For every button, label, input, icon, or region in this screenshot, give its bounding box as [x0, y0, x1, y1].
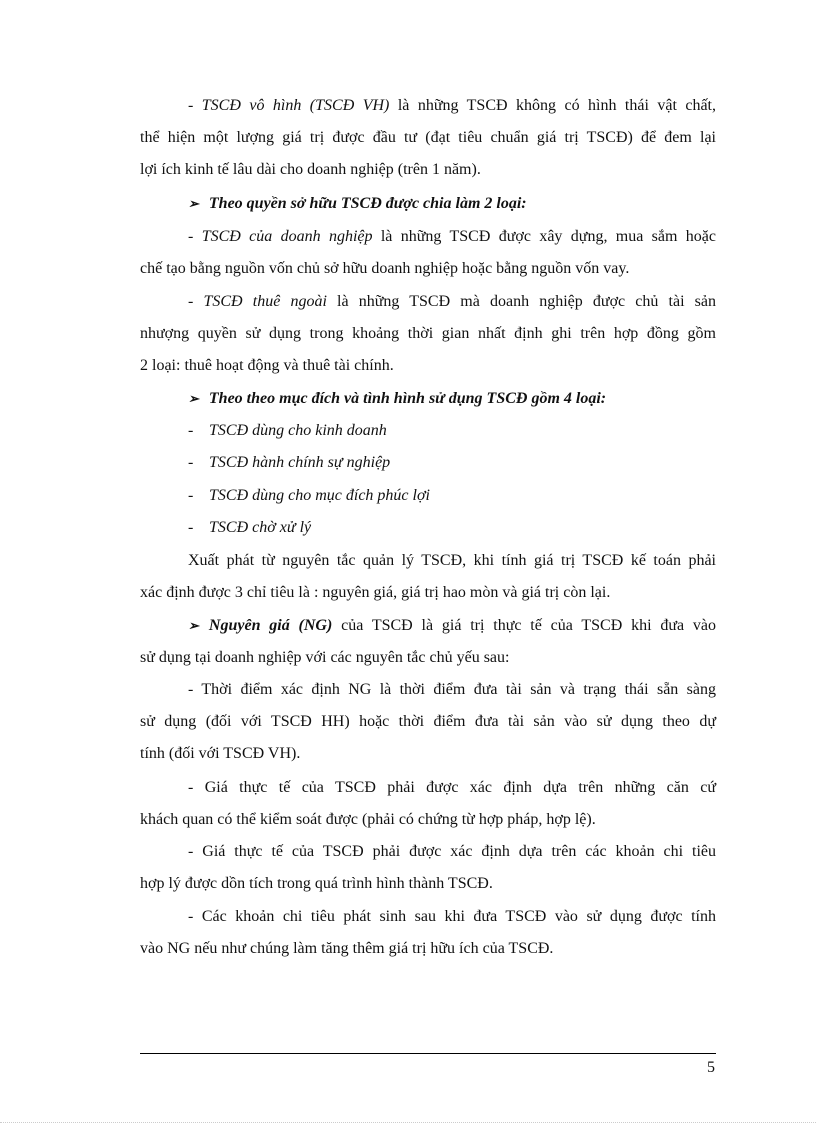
arrow-bullet-icon: ➢: [188, 391, 199, 406]
section-heading-purpose: [188, 389, 606, 409]
arrow-bullet-icon: ➢: [188, 196, 199, 211]
dash: -: [188, 519, 194, 536]
dash: -: [188, 454, 194, 471]
term-original-cost: Nguyên giá (NG): [208, 617, 333, 634]
para6-line2: sử dụng (đối với TSCĐ HH) hoặc thời điểm đưa tài sản vào sử dụng theo dự: [140, 713, 716, 730]
para1-text: là những TSCĐ không có hình thái vật chất,: [389, 97, 717, 114]
dash: -: [188, 228, 202, 245]
dash: -: [188, 293, 204, 310]
list-item-text: TSCĐ chờ xử lý: [209, 519, 312, 536]
para1-line3: lợi ích kinh tế lâu dài cho doanh nghiệp (trên 1 năm).: [140, 161, 481, 178]
list-item-text: TSCĐ hành chính sự nghiệp: [209, 454, 391, 471]
section-heading-ownership: [188, 194, 527, 214]
heading-text: Theo theo mục đích và tình hình sử dụng TSCĐ gồm 4 loại:: [208, 390, 607, 407]
para6-line1: - Thời điểm xác định NG là thời điểm đưa tài sản và trạng thái sẵn sàng: [188, 681, 716, 698]
para7-line2: khách quan có thể kiểm soát được (phải có chứng từ hợp pháp, hợp lệ).: [140, 811, 596, 828]
para3-line3: 2 loại: thuê hoạt động và thuê tài chính.: [140, 357, 394, 374]
para5-text: của TSCĐ là giá trị thực tế của TSCĐ khi đưa vào: [332, 617, 717, 634]
para1-line1: [188, 96, 716, 116]
para3-text: là những TSCĐ mà doanh nghiệp được chủ tài sản: [326, 293, 717, 310]
para2-text: là những TSCĐ được xây dựng, mua sắm hoặc: [372, 228, 717, 245]
term-owned-assets: TSCĐ của doanh nghiệp: [201, 228, 373, 245]
list-item-text: TSCĐ dùng cho mục đích phúc lợi: [209, 487, 430, 504]
para5-line2: sử dụng tại doanh nghiệp với các nguyên tắc chủ yếu sau:: [140, 649, 510, 666]
para8-line1: - Giá thực tế của TSCĐ phải được xác định dựa trên các khoản chi tiêu: [188, 843, 716, 860]
heading-text: Theo quyền sở hữu TSCĐ được chia làm 2 loại:: [208, 195, 527, 212]
para6-line3: tính (đối với TSCĐ VH).: [140, 745, 301, 762]
list-item: [188, 421, 387, 441]
dash: -: [188, 487, 194, 504]
para9-line2: vào NG nếu như chúng làm tăng thêm giá trị hữu ích của TSCĐ.: [140, 940, 554, 957]
list-item: [188, 518, 311, 538]
para4-line1: Xuất phát từ nguyên tắc quản lý TSCĐ, khi tính giá trị TSCĐ kế toán phải: [188, 552, 716, 569]
para8-line2: hợp lý được dồn tích trong quá trình hình thành TSCĐ.: [140, 875, 493, 892]
list-item: [188, 453, 390, 473]
dash: -: [188, 97, 202, 114]
para2-line2: chế tạo bằng nguồn vốn chủ sở hữu doanh nghiệp hoặc bằng nguồn vốn vay.: [140, 260, 630, 277]
arrow-bullet-icon: ➢: [188, 618, 199, 633]
para1-line2: thể hiện một lượng giá trị được đầu tư (đạt tiêu chuẩn giá trị TSCĐ) để đem lại: [140, 129, 716, 146]
para3-line1: [188, 292, 716, 312]
para5-line1: [188, 616, 716, 636]
para2-line1: [188, 227, 716, 247]
footer-divider: [140, 1053, 716, 1054]
para4-line2: xác định được 3 chỉ tiêu là : nguyên giá, giá trị hao mòn và giá trị còn lại.: [140, 584, 611, 601]
para7-line1: - Giá thực tế của TSCĐ phải được xác định dựa trên những căn cứ: [188, 779, 716, 796]
para3-line2: nhượng quyền sử dụng trong khoảng thời gian nhất định ghi trên hợp đồng gồm: [140, 325, 716, 342]
para9-line1: - Các khoản chi tiêu phát sinh sau khi đưa TSCĐ vào sử dụng được tính: [188, 908, 716, 925]
term-leased-assets: TSCĐ thuê ngoài: [203, 293, 327, 310]
term-intangible-assets: TSCĐ vô hình (TSCĐ VH): [201, 97, 390, 114]
page-number: 5: [707, 1059, 715, 1076]
list-item-text: TSCĐ dùng cho kinh doanh: [209, 422, 387, 439]
dash: -: [188, 422, 194, 439]
list-item: [188, 486, 430, 506]
